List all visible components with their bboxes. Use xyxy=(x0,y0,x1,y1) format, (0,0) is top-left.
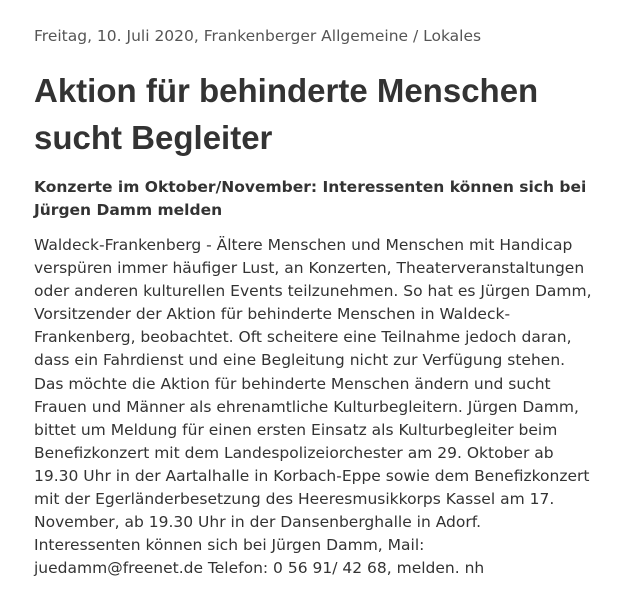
article-body xyxy=(34,234,594,580)
body-line: 19.30 Uhr in der Aartalhalle in Korbach-Eppe sowie dem Benefizkonzert xyxy=(34,466,590,485)
body-line: bittet um Meldung für einen ersten Einsatz als Kulturbegleiter beim xyxy=(34,420,558,439)
body-line: Waldeck-Frankenberg - Ältere Menschen und Menschen mit Handicap xyxy=(34,236,573,254)
title-line: Aktion für behinderte Menschen xyxy=(34,72,539,109)
body-line: mit der Egerländerbesetzung des Heeresmusikkorps Kassel am 17. xyxy=(34,490,555,509)
subtitle-line: Jürgen Damm melden xyxy=(34,201,223,219)
body-line: dass ein Fahrdienst und eine Begleitung nicht zur Verfügung stehen. xyxy=(34,351,566,370)
article-subtitle xyxy=(34,176,594,222)
body-line: verspüren immer häufiger Lust, an Konzerten, Theaterveranstaltungen xyxy=(34,259,585,278)
article-title xyxy=(34,67,594,161)
body-line: Frankenberg, beobachtet. Oft scheitere eine Teilnahme jedoch daran, xyxy=(34,328,572,347)
body-line: Das möchte die Aktion für behinderte Menschen ändern und sucht xyxy=(34,374,551,393)
body-line: Vorsitzender der Aktion für behinderte Menschen in Waldeck- xyxy=(34,305,511,324)
body-line: Benefizkonzert mit dem Landespolizeiorchester am 29. Oktober ab xyxy=(34,443,554,462)
body-line: Frauen und Männer als ehrenamtliche Kulturbegleitern. Jürgen Damm, xyxy=(34,397,579,416)
subtitle-line: Konzerte im Oktober/November: Interessenten können sich bei xyxy=(34,178,587,196)
body-line: oder anderen kulturellen Events teilzunehmen. So hat es Jürgen Damm, xyxy=(34,282,592,301)
title-line: sucht Begleiter xyxy=(34,119,273,156)
body-line: Interessenten können sich bei Jürgen Damm, Mail: xyxy=(34,536,425,555)
body-line: juedamm@freenet.de Telefon: 0 56 91/ 42 68, melden. nh xyxy=(34,559,485,578)
article-meta: Freitag, 10. Juli 2020, Frankenberger Allgemeine / Lokales xyxy=(34,27,482,45)
body-line: November, ab 19.30 Uhr in der Dansenberghalle in Adorf. xyxy=(34,513,481,532)
